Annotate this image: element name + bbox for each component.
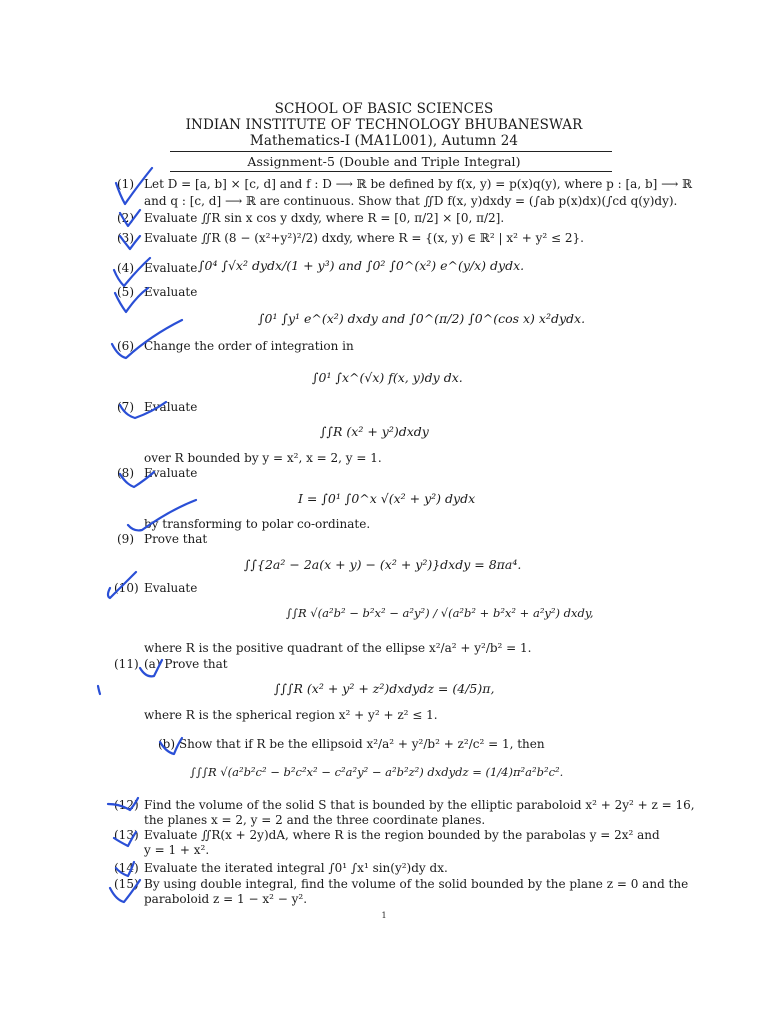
problem-10-label: Evaluate <box>144 581 198 595</box>
problem-4-label: Evaluate <box>144 261 198 275</box>
problem-4-equation: ∫0⁴ ∫√x² dydx/(1 + y³) and ∫0² ∫0^(x²) e^(y/x) dydx. <box>198 258 525 273</box>
problem-2-text: Evaluate ∬R sin x cos y dxdy, where R = [0, π/2] × [0, π/2]. <box>144 211 505 225</box>
problem-5-equation: ∫0¹ ∫y¹ e^(x²) dxdy and ∫0^(π/2) ∫0^(cos x) x²dydx. <box>258 311 586 326</box>
problem-7-label: Evaluate <box>144 400 198 414</box>
problem-number: (13) <box>114 828 139 842</box>
course-title: Mathematics-I (MA1L001), Autumn 24 <box>249 133 519 149</box>
problem-11a-condition: where R is the spherical region x² + y² + z² ≤ 1. <box>144 708 438 722</box>
problem-6-equation: ∫0¹ ∫x^(√x) f(x, y)dy dx. <box>312 370 463 385</box>
problem-11a-equation: ∫∫∫R (x² + y² + z²)dxdydz = (4/5)π, <box>274 681 495 696</box>
problem-number: (15) <box>114 877 139 891</box>
problem-1-line-1: Let D = [a, b] × [c, d] and f : D ⟶ ℝ be defined by f(x, y) = p(x)q(y), where p : [a, b] ⟶ ℝ <box>144 177 693 191</box>
problem-8-label: Evaluate <box>144 466 198 480</box>
problem-number: (6) <box>117 339 134 353</box>
problem-number: (3) <box>117 231 134 245</box>
school-name: SCHOOL OF BASIC SCIENCES <box>274 101 494 117</box>
problem-8-equation: I = ∫0¹ ∫0^x √(x² + y²) dydx <box>298 491 476 506</box>
problem-number: (4) <box>117 261 134 275</box>
problem-3-text: Evaluate ∬R (8 − (x²+y²)²/2) dxdy, where R = {(x, y) ∈ ℝ² | x² + y² ≤ 2}. <box>144 231 584 245</box>
header-rule-top <box>170 151 612 152</box>
problem-number: (8) <box>117 466 134 480</box>
problem-8-note: by transforming to polar co-ordinate. <box>144 517 371 531</box>
header-rule-bottom <box>170 171 612 172</box>
problem-9-label: Prove that <box>144 532 208 546</box>
problem-11a-label: (a) Prove that <box>144 657 228 671</box>
problem-10-equation: ∫∫R √(a²b² − b²x² − a²y²) / √(a²b² + b²x² + a²y²) dxdy, <box>286 606 594 620</box>
problem-13-line-1: Evaluate ∬R(x + 2y)dA, where R is the region bounded by the parabolas y = 2x² and <box>144 828 660 842</box>
problem-number: (14) <box>114 861 139 875</box>
problem-number: (12) <box>114 798 139 812</box>
problem-10-condition: where R is the positive quadrant of the ellipse x²/a² + y²/b² = 1. <box>144 641 532 655</box>
problem-7-condition: over R bounded by y = x², x = 2, y = 1. <box>144 451 382 465</box>
problem-number: (5) <box>117 285 134 299</box>
problem-7-equation: ∫∫R (x² + y²)dxdy <box>320 424 429 439</box>
institute-name: INDIAN INSTITUTE OF TECHNOLOGY BHUBANESWAR <box>185 117 583 133</box>
problem-12-line-2: the planes x = 2, y = 2 and the three coordinate planes. <box>144 813 486 827</box>
problem-11b-label: (b) Show that if R be the ellipsoid x²/a² + y²/b² + z²/c² = 1, then <box>158 737 545 751</box>
problem-15-line-1: By using double integral, find the volume of the solid bounded by the plane z = 0 and the <box>144 877 689 891</box>
page-number: 1 <box>381 911 387 920</box>
problem-9-equation: ∫∫{2a² − 2a(x + y) − (x² + y²)}dxdy = 8πa⁴. <box>244 557 522 572</box>
problem-1-line-2: and q : [c, d] ⟶ ℝ are continuous. Show that ∬D f(x, y)dxdy = (∫ab p(x)dx)(∫cd q(y)dy). <box>144 194 678 208</box>
problem-number: (10) <box>114 581 139 595</box>
problem-15-line-2: paraboloid z = 1 − x² − y². <box>144 892 308 906</box>
problem-5-label: Evaluate <box>144 285 198 299</box>
problem-number: (2) <box>117 211 134 225</box>
problem-13-line-2: y = 1 + x². <box>144 843 210 857</box>
problem-6-label: Change the order of integration in <box>144 339 354 353</box>
problem-11b-equation: ∫∫∫R √(a²b²c² − b²c²x² − c²a²y² − a²b²z²) dxdydz = (1/4)π²a²b²c². <box>190 765 564 779</box>
problem-number: (1) <box>117 177 134 191</box>
problem-12-line-1: Find the volume of the solid S that is bounded by the elliptic paraboloid x² + 2y² + z = 16, <box>144 798 695 812</box>
assignment-title: Assignment-5 (Double and Triple Integral) <box>247 154 521 169</box>
problem-number: (7) <box>117 400 134 414</box>
check-mark-icon <box>98 686 100 694</box>
problem-number: (9) <box>117 532 134 546</box>
problem-number: (11) <box>114 657 139 671</box>
problem-14-text: Evaluate the iterated integral ∫0¹ ∫x¹ sin(y²)dy dx. <box>144 861 448 875</box>
